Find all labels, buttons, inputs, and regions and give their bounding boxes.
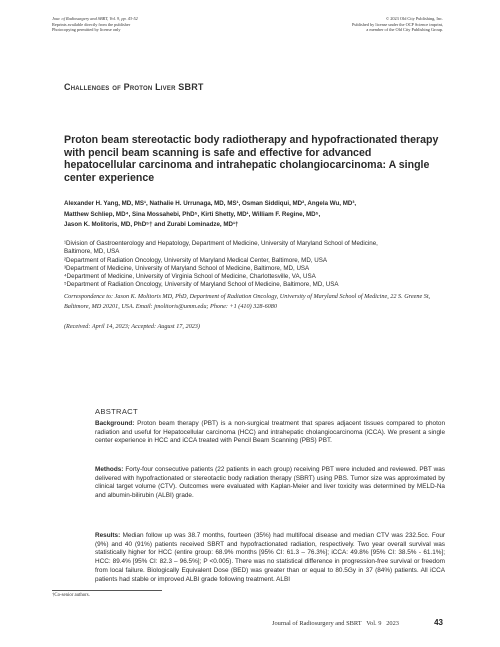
results-text: Median follow up was 38.7 months, fourteen (35%) had multifocal disease and median CTV was 232.5cc. Four (9%) and 40 (91%) patients received SBRT and hypofractionated radiation, respectively. Two year overall survival was statistically higher for HCC (entire group: 68.9% months [95% CI: 61.3 – 76.3%]; iCCA: 49.8% [95% CI: 38.5% - 61.1%]; HCC: 89.4% [95% CI: 82.3 – 96.5%]; P <0.005). There was no statistical difference in progression-free survival or freedom from local failure. Biologically Equivalent Dose (BED) was greater than or equal to 80.5Gy in 37 (84%) patients. All iCCA patients had stable or improved ALBI grade following treatment. ALBI [95,532,445,583]
header-license-line: Published by license under the OCP Science imprint, [351,21,443,27]
header-reprints-line: Reprints available directly from the publisher [52,21,131,27]
abstract-heading: ABSTRACT [95,407,138,416]
affiliation-line: ⁴Department of Medicine, University of Virginia School of Medicine, Charlottesville, VA, USA [64,273,316,281]
section-label: Challenges of Proton Liver SBRT [64,82,204,92]
affiliation-line: ⁵Department of Radiation Oncology, University of Maryland School of Medicine, Baltimore, MD, USA [64,281,339,289]
correspondence-note: Correspondence to: Jason K. Molitoris MD, PhD, Department of Radiation Oncology, University of Maryland School of Medicine, 22 S. Greene St, Baltimore, MD 20201, USA. Email: jmolitoris@umm.edu; Phone: +1 (410) 328-6080 [64,293,431,310]
author-list [64,199,444,231]
running-header-left [52,16,252,33]
background-label: Background: [95,420,135,427]
header-photocopy-line: Photocopying permitted by license only [52,27,121,33]
affiliation-line: ¹Division of Gastroenterology and Hepatology, Department of Medicine, University of Maryland School of Medicine, [64,240,378,247]
author-line: Matthew Schliep, MD⁴, Sina Mossahebi, PhD⁵, Kirti Shetty, MD¹, William F. Regine, MD⁵, [64,210,321,218]
page-footer [272,620,399,627]
header-group-line: a member of the Old City Publishing Group. [366,27,443,33]
running-header-right [223,16,443,33]
methods-text: Forty-four consecutive patients (22 patients in each group) receiving PBT were included and reviewed. PBT was delivered with hypofractionated or stereotactic body radiation therapy (SBRT) using PBS. Tumor size was approximated by clinical target volume (CTV). Outcomes were evaluated with Kaplan-Meier and liver toxicity was determined by MELD-Na and albumin-bilirubin (ALBI) grade. [95,466,445,500]
footnote: †Co-senior authors. [52,593,90,598]
affiliation-line: ²Department of Radiation Oncology, University of Maryland Medical Center, Baltimore, MD, USA [64,256,327,264]
footer-volume: Vol. 9 [366,620,382,627]
abstract-methods [95,466,445,501]
background-text: Proton beam therapy (PBT) is a non-surgical treatment that spares adjacent tissues compared to photon radiation and useful for Hepatocellular carcinoma (HCC) and intrahepatic cholangiocarcinoma (iCCA). We present a single center experience in HCC and iCCA treated with Pencil Beam Scanning (PBS) PBT. [95,420,445,445]
abstract-background [95,420,445,446]
footnote-divider [52,590,162,591]
affiliation-list [64,240,454,290]
affiliation-line: Baltimore, MD, USA [64,248,120,256]
methods-label: Methods: [95,466,124,473]
header-journal-line: Jour. of Radiosurgery and SBRT, Vol. 9, pp. 43-52 [52,16,138,21]
author-line: Jason K. Molitoris, MD, PhD⁵† and Zurabi Lominadze, MD¹† [64,221,239,229]
affiliation-line: ³Department of Medicine, University of Maryland School of Medicine, Baltimore, MD, USA [64,264,310,272]
page-number: 43 [434,618,443,627]
abstract-results [95,532,445,584]
article-title: Proton beam stereotactic body radiotherapy and hypofractionated therapy with pencil beam scanning is safe and effective for advanced hepatocellular carcinoma and intrahepatic cholangiocarcinoma: A single center experience [64,134,439,184]
header-copyright-line: © 2023 Old City Publishing, Inc. [385,16,443,21]
author-line: Alexander H. Yang, MD, MS¹, Nathalie H. Urrunaga, MD, MS¹, Osman Siddiqui, MD², Angela Wu, MD³, [64,200,357,207]
received-dates: (Received: April 14, 2023; Accepted: August 17, 2023) [64,323,200,330]
results-label: Results: [95,532,121,539]
footer-year: 2023 [386,620,399,627]
footer-journal: Journal of Radiosurgery and SBRT [272,620,362,627]
